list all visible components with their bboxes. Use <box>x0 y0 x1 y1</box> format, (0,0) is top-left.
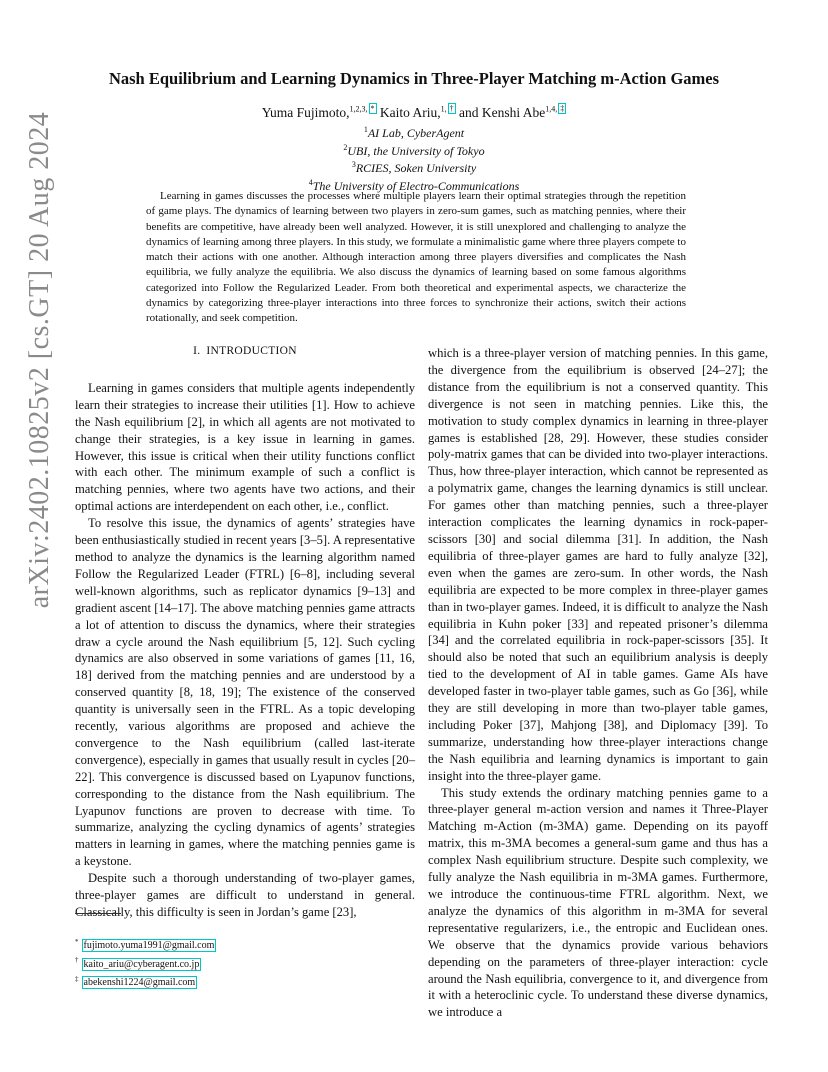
affiliation-1: $^1$AI Lab, CyberAgent <box>363 125 465 140</box>
paragraph: Despite such a thorough understanding of two-player games, three-player games are difficult to understand in general. Classically, this difficulty is seen in Jordan’s game [23], <box>75 871 415 919</box>
footnote-2: † kaito_ariu@cyberagent.co.jp <box>75 956 200 970</box>
paper-title: Nash Equilibrium and Learning Dynamics in Three-Player Matching m-Action Games <box>108 69 720 88</box>
email-link-1[interactable]: fujimoto.yuma1991@gmail.com <box>83 940 215 952</box>
footnote-1: * fujimoto.yuma1991@gmail.com <box>75 938 215 952</box>
author-3: and Kenshi Abe$^{1,4,}$ ‡ <box>455 104 565 120</box>
paragraph: To resolve this issue, the dynamics of agents’ strategies have been enthusiastically studied in recent years [3–5]. A representative method to analyze the dynamics is the learning algorithm named Follow the Regularized Leader (FTRL) [6–8], including several well-known algorithms, such as replicator dynamics [9–13] and gradient ascent [14–17]. The above matching pennies game attracts a lot of attention to discuss the dynamics, where their strategies draw a cycle around the Nash equilibrium [5, 12]. Such cycling dynamics are also observed in some variations of games [11, 16, 18] derived from the matching pennies and are understood by a conserved quantity [8, 18, 19]; The existence of the conserved quantity is universally seen in the FTRL. As a topic developing recently, various algorithms are proposed and achieve the convergence to the Nash equilibrium (called last-iterate convergence), especially in games that usually result in cycles [20–22]. This convergence is discussed based on Lyapunov functions, corresponding to the distance from the Nash equilibrium. The Lyapunov functions are proven to decrease with time. To summarize, analyzing the cycling dynamics of agents’ strategies matters in learning in games, where the matching pennies game is a keystone. <box>75 516 415 869</box>
affiliation-4: $^4$The University of Electro-Communications <box>308 177 520 193</box>
footnote-divider <box>75 913 121 914</box>
affiliation-list <box>62 123 766 193</box>
abstract: Learning in games discusses the processes where multiple players learn their optimal strategies through the repetition of game plays. The dynamics of learning between two players in zero-sum games, such as matching pennies, where their benefits are competitive, have already been well analyzed. However, it is still unexplored and challenging to analyze the dynamics of learning among three players. In this study, we formulate a minimalistic game where three players compete to match their actions with one another. Although interaction among three players diversifies and complicates the Nash equilibria, we fully analyze the equilibria. We also discuss the dynamics of learning based on some famous algorithms categorized into Follow the Regularized Leader. From both theoretical and experimental aspects, we characterize the dynamics by categorizing three-player interactions into three forces to synchronize their actions, switch their actions rotationally, and seek competition. <box>146 190 686 325</box>
paragraph: Learning in games considers that multiple agents independently learn their strategies to increase their utilities [1]. How to achieve the Nash equilibrium [2], in which all agents are not motivated to change their strategies, is a key issue in learning in games. However, this issue is critical when their utility functions conflict with each other. The minimum example of such a conflict is matching pennies, where two agents have two actions, and their optimal actions are interdependent on each other, i.e., conflict. <box>75 380 415 514</box>
author-1: Yuma Fujimoto,$^{1,2,3,}$ * <box>261 104 375 120</box>
footnote-link-2[interactable]: † <box>449 104 454 113</box>
paragraph: This study extends the ordinary matching pennies game to a three-player general m-action version and names it Three-Player Matching m-Action (m-3MA) game. Depending on its payoff matrix, this m-3MA becomes a general-sum game and thus has a complex Nash equilibrium structure. Despite such complexity, we fully analyze the Nash equilibria in m-3MA games. Furthermore, we introduce the continuous-time FTRL algorithm. Next, we analyze the dynamics of this algorithm in m-3MA for several representative regularizers, i.e., the entropic and Euclidean ones. We observe that the dynamics provide various behaviors depending on the parameters of three-player interaction: cycle around the Nash equilibria, convergence to it, and divergence from it with a heteroclinic cycle. To understand these diverse dynamics, we introduce a <box>428 785 768 1020</box>
section-heading: I. INTRODUCTION <box>193 345 297 357</box>
footnote-3: ‡ abekenshi1224@gmail.com <box>75 974 196 988</box>
author-list <box>62 103 766 121</box>
footnotes <box>75 935 216 990</box>
email-link-3[interactable]: abekenshi1224@gmail.com <box>83 976 196 988</box>
author-2: Kaito Ariu,$^{1,}$ † <box>376 104 454 120</box>
email-link-2[interactable]: kaito_ariu@cyberagent.co.jp <box>83 958 200 970</box>
affiliation-2: $^2$UBI, the University of Tokyo <box>343 142 485 158</box>
paragraph: which is a three-player version of matching pennies. In this game, the divergence from the equilibrium is observed [24–27]; the distance from the equilibrium is not a conserved quantity. This divergence is not seen in matching pennies. Like this, the motivation to study complex dynamics in learning in three-player games is established [28, 29]. However, these studies consider poly-matrix games that can be divided into two-player interactions. Thus, how three-player interaction, which cannot be represented as a polymatrix game, changes the learning dynamics is still unclear. For games other than matching pennies, such a three-player interaction complicates the learning dynamics in rock-paper-scissors [30] and social dilemma [31]. In addition, the Nash equilibria of three-player games are hard to fully analyze [32], even when the games are zero-sum. In other words, the Nash equilibria are expected to be more complex in three-player games than in two-player games. Indeed, it is difficult to analyze the Nash equilibria in Kuhn poker [33] and repeated prisoner’s dilemma [34] and the correlated equilibria in rock-paper-scissors [35]. It should also be noted that such an equilibrium analysis is deeply tied to the development of AI in table games. Game AIs have developed faster in two-player table games, such as Go [36], while they are still developing in more than two-player table games, including Poker [37], Mahjong [38], and Diplomacy [39]. To summarize, understanding how three-player interactions change the Nash equilibria and learning dynamics is important to gain insight into the three-player game. <box>428 346 768 783</box>
right-column <box>428 345 768 1021</box>
footnote-link-1[interactable]: * <box>370 104 375 113</box>
footnote-link-3[interactable]: ‡ <box>560 104 565 113</box>
affiliation-3: $^3$RCIES, Soken University <box>351 160 477 175</box>
left-column <box>75 343 415 921</box>
arxiv-id-label[interactable]: arXiv:2402.10825v2 [cs.GT] 20 Aug 2024 <box>24 111 55 609</box>
